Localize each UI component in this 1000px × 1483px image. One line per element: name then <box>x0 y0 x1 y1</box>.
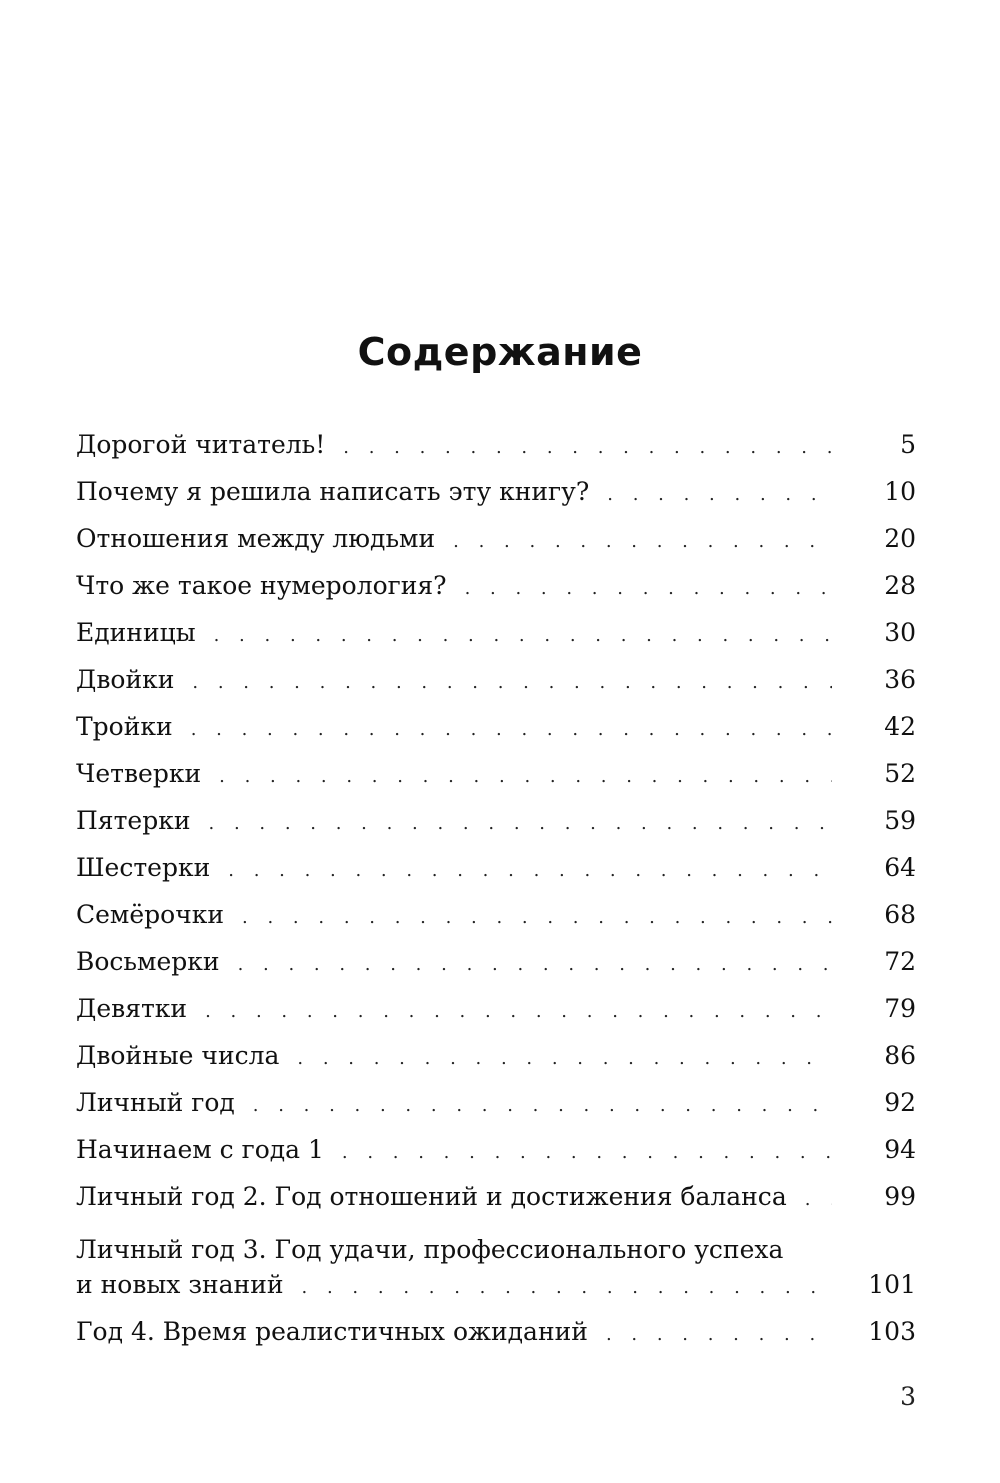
dot-leader <box>238 954 832 975</box>
dot-leader <box>297 1048 832 1069</box>
toc-entry-label: Единицы <box>76 618 196 647</box>
dot-leader <box>465 578 832 599</box>
toc-entry <box>76 900 916 947</box>
toc-entry <box>76 853 916 900</box>
toc-entry-page: 79 <box>884 994 916 1023</box>
page-number: 3 <box>900 1382 916 1411</box>
toc-entry-page: 52 <box>884 759 916 788</box>
toc-entry <box>76 477 916 524</box>
toc-entry-label: Личный год <box>76 1088 235 1117</box>
toc-entry-label: Тройки <box>76 712 173 741</box>
toc-entry-page: 99 <box>884 1182 916 1211</box>
toc-entry <box>76 1041 916 1088</box>
toc-entry-label: Семёрочки <box>76 900 225 929</box>
dot-leader <box>343 437 832 458</box>
toc-entry <box>76 665 916 712</box>
toc-entry-label: Двойки <box>76 665 175 694</box>
toc-entry-label: Начинаем с года 1 <box>76 1135 324 1164</box>
toc-entry-label: Личный год 2. Год отношений и достижения баланса <box>76 1182 787 1211</box>
dot-leader <box>205 1001 832 1022</box>
toc-entry-page: 28 <box>884 571 916 600</box>
dot-leader <box>219 766 832 787</box>
toc-entry-page: 86 <box>884 1041 916 1070</box>
toc-entry-page: 68 <box>884 900 916 929</box>
dot-leader <box>191 719 832 740</box>
toc-entry-page: 64 <box>884 853 916 882</box>
toc-entry <box>76 994 916 1041</box>
toc-entry <box>76 430 916 477</box>
toc-entry-label: Двойные числа <box>76 1041 280 1070</box>
toc-entry-label: Что же такое нумерология? <box>76 571 447 600</box>
toc-entry-page: 30 <box>884 618 916 647</box>
toc-entry-label: Шестерки <box>76 853 211 882</box>
dot-leader <box>253 1095 832 1116</box>
toc-entry <box>76 806 916 853</box>
dot-leader <box>302 1277 832 1298</box>
toc-entry-label: Восьмерки <box>76 947 220 976</box>
dot-leader <box>805 1189 832 1210</box>
toc-entry <box>76 1182 916 1229</box>
toc-entry <box>76 712 916 759</box>
toc-entry-label: Девятки <box>76 994 188 1023</box>
toc-entry-second-line <box>76 1270 916 1317</box>
toc-entry <box>76 947 916 994</box>
toc-entry-page: 10 <box>884 477 916 506</box>
toc-entry <box>76 1229 916 1317</box>
toc-entry <box>76 1317 916 1364</box>
dot-leader <box>606 1324 832 1345</box>
toc-entry <box>76 1088 916 1135</box>
toc-entry-label: Год 4. Время реалистичных ожиданий <box>76 1317 588 1346</box>
toc-entry-page: 59 <box>884 806 916 835</box>
toc-entry-page: 5 <box>900 430 916 459</box>
dot-leader <box>228 860 832 881</box>
dot-leader <box>214 625 832 646</box>
toc-entry-page: 92 <box>884 1088 916 1117</box>
toc-entry-label: Пятерки <box>76 806 191 835</box>
toc-entry-page: 42 <box>884 712 916 741</box>
dot-leader <box>342 1142 832 1163</box>
toc-entry-label: Почему я решила написать эту книгу? <box>76 477 590 506</box>
toc-entry-page: 72 <box>884 947 916 976</box>
dot-leader <box>209 813 833 834</box>
toc-entry-page: 103 <box>868 1317 916 1346</box>
toc-entry-page: 101 <box>868 1270 916 1299</box>
toc-entry-label: Дорогой читатель! <box>76 430 326 459</box>
toc-entry <box>76 524 916 571</box>
toc-entry-page: 20 <box>884 524 916 553</box>
toc-entry-label-line2: и новых знаний <box>76 1270 284 1299</box>
toc-entry <box>76 618 916 665</box>
table-of-contents <box>76 430 916 1364</box>
dot-leader <box>607 484 832 505</box>
dot-leader <box>453 531 832 552</box>
toc-entry-label: Отношения между людьми <box>76 524 436 553</box>
toc-entry-page: 94 <box>884 1135 916 1164</box>
toc-entry-label-line1: Личный год 3. Год удачи, профессионального успеха <box>76 1235 784 1264</box>
toc-entry-page: 36 <box>884 665 916 694</box>
toc-entry-label: Четверки <box>76 759 202 788</box>
toc-entry <box>76 1135 916 1182</box>
dot-leader <box>192 672 832 693</box>
toc-entry <box>76 759 916 806</box>
dot-leader <box>242 907 832 928</box>
toc-entry <box>76 571 916 618</box>
page-title: Содержание <box>357 330 643 374</box>
